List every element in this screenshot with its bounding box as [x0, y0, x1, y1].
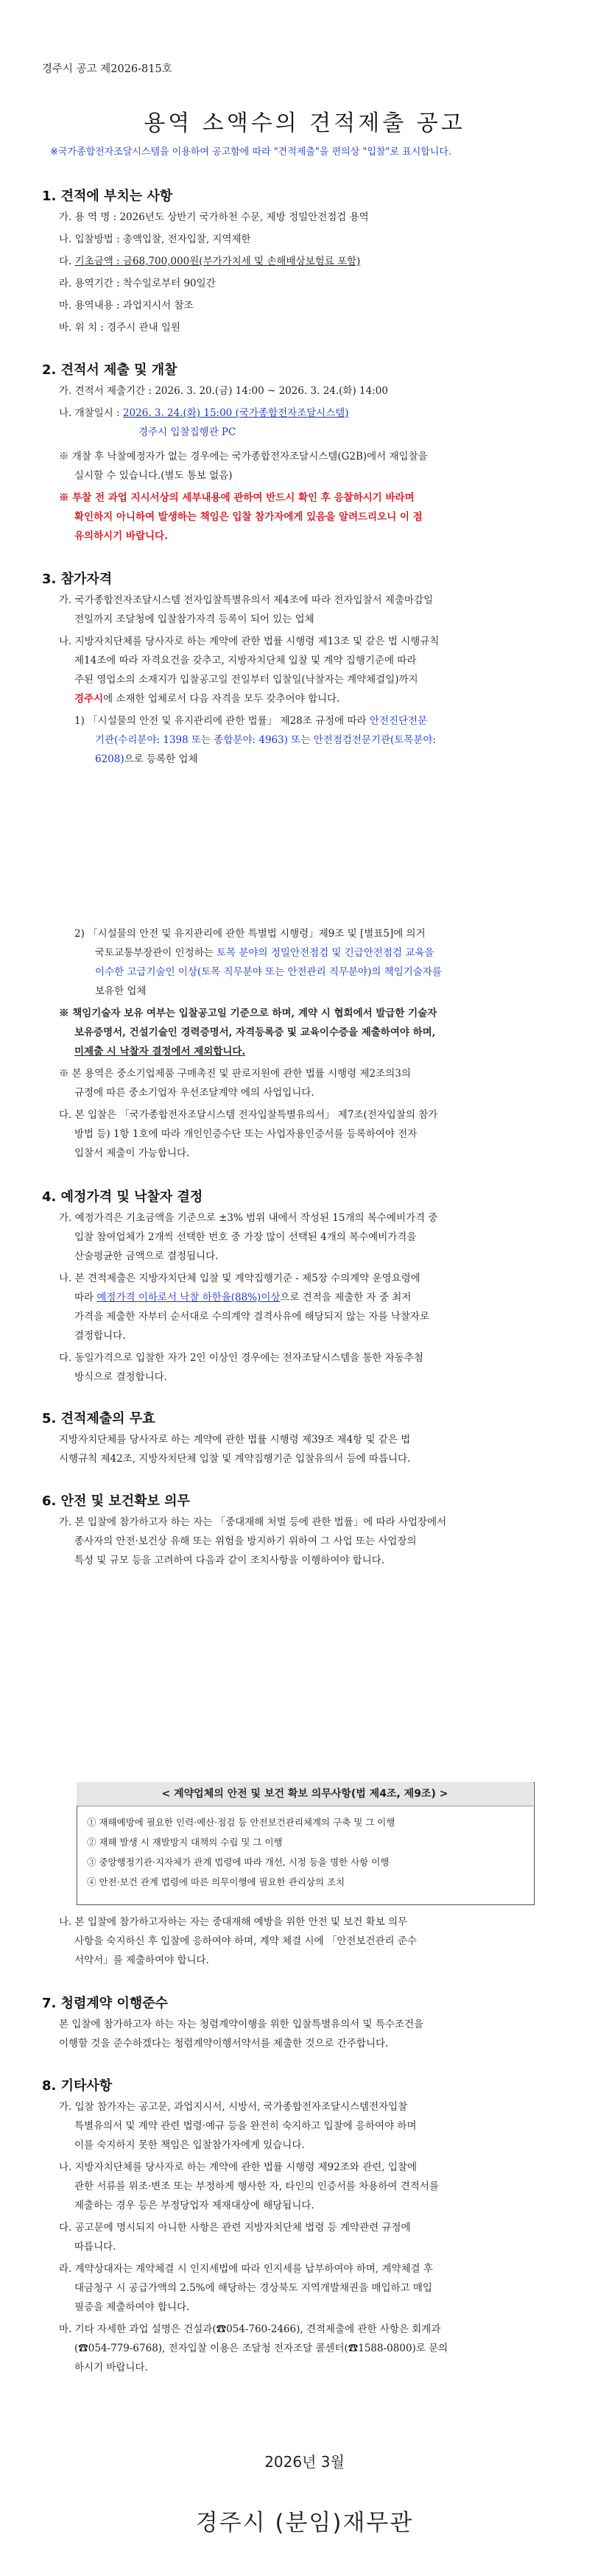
base-amount-text: 기초금액 : 금68,700,000원(부가가치세 및 손해배상보험료 포함): [74, 256, 361, 267]
s1-item-f: 바. 위 치 : 경주시 관내 일원: [59, 322, 180, 334]
s1-item-d: 라. 용역기간 : 착수일로부터 90일간: [59, 278, 216, 289]
s6-a-l3: 특성 및 규모 등을 고려하여 다음과 같이 조치사항을 이행하여야 합니다.: [74, 1555, 385, 1566]
s2-note1-l2: 실시할 수 있습니다.(별도 통보 없음): [74, 470, 233, 482]
notice-number: 경주시 공고 제2026-815호: [42, 63, 172, 75]
s5-l2: 시행규칙 제42조, 지방자치단체 입찰 및 계약집행기준 입찰유의서 등에 따릅니다.: [59, 1453, 411, 1465]
s3-c-l3: 입찰서 제출이 가능합니다.: [74, 1147, 190, 1159]
s3-note2-l2: 규정에 따른 중소기업자 우선조달계약 에의 사업입니다.: [74, 1087, 314, 1099]
section-8-heading: 8. 기타사항: [42, 2078, 113, 2094]
s8-a-l3: 이를 숙지하지 못한 책임은 입찰참가자에게 있습니다.: [74, 2139, 305, 2151]
s6-b-l2: 사항을 숙지하신 후 입찰에 응하여야 하며, 계약 체결 시에 「안전보건관리 준수: [74, 1935, 417, 1947]
subtitle-note: ※국가종합전자조달시스템을 이용하여 공고함에 따라 "견적제출"을 편의상 "입찰"로 표시합니다.: [50, 147, 452, 158]
s1-item-c: [59, 254, 360, 269]
s8-b-l1: 나. 지방자치단체를 당사자로 하는 계약에 관한 법률 시행령 제92조와 관련, 입찰에: [59, 2161, 417, 2173]
s3-b1-l1-text: 1) 「시설물의 안전 및 유지관리에 관한 법률」 제28조 규정에 따라: [74, 715, 370, 727]
s4-b-l3: 가격을 제출한 자부터 순서대로 수의계약 결격사유에 해당되지 않는 자를 낙찰자로: [74, 1311, 430, 1323]
s4-b-l4: 결정합니다.: [74, 1330, 126, 1342]
s3-b1-l3: [95, 752, 198, 767]
s2-note2-l2: 확인하지 아니하여 발생하는 책임은 입찰 참가자에게 있음을 알려드리오니 이 점: [74, 511, 423, 523]
s8-d-l2: 대금청구 시 공급가액의 2.5%에 해당하는 경상북도 지역개발채권을 매입하고 매입: [74, 2282, 432, 2294]
issuing-organization: 경주시 (분임)재무관: [195, 2510, 414, 2536]
s8-e-l2: (☎054-779-6768), 전자입찰 이용은 조달청 전자조달 콜센터(☎1588-0800)로 문의: [74, 2343, 448, 2354]
s1-item-a: 가. 용 역 명 : 2026년도 상반기 국가하천 수문, 제방 정밀안전점검 용역: [59, 211, 369, 223]
opening-location: 경주시 입찰집행관 PC: [138, 426, 236, 438]
section-2-heading: 2. 견적서 제출 및 개찰: [42, 362, 177, 378]
s3-b1-l1: [74, 714, 427, 728]
s3-b1-l3-text: 으로 등록한 업체: [124, 753, 198, 765]
s6-a-l2: 종사자의 안전·보건상 유해 또는 위험을 방지하기 위하여 그 사업 또는 사업장의: [74, 1535, 417, 1547]
s3-b2-l2-blue: 토목 분야의 정밀안전점검 및 긴급안전점검 교육을: [217, 947, 434, 959]
s2-note1-l1: ※ 개찰 후 낙찰예정자가 없는 경우에는 국가종합전자조달시스템(G2B)에서 재입찰을: [59, 451, 428, 462]
s3-b2-l1-b: 제9조 및 [별표5]에 의거: [318, 928, 426, 940]
s3-b1-l3-blue: 6208): [95, 753, 124, 765]
s3-note1-l1: ※ 책임기술자 보유 여부는 입찰공고일 기준으로 하며, 계약 시 협회에서 발급한 기술자: [59, 1007, 437, 1019]
s5-l1: 지방자치단체를 당사자로 하는 계약에 관한 법률 시행령 제39조 제4항 및 같은 법: [59, 1434, 411, 1446]
s4-c-l1: 다. 동일가격으로 입찰한 자가 2인 이상인 경우에는 전자조달시스템을 통한 자동추첨: [59, 1352, 423, 1364]
s8-c-l2: 따릅니다.: [74, 2241, 116, 2253]
section-6-heading: 6. 안전 및 보건확보 의무: [42, 1493, 190, 1509]
safety-item-3: ③ 중앙행정기관·지자체가 관계 법령에 따라 개선, 시정 등을 명한 사항 이행: [87, 1857, 390, 1868]
s4-b-l2-c: 으로 견적을 제출한 자 중 최저: [280, 1292, 412, 1303]
s3-b1-l1-blue: 안전진단전문: [369, 715, 428, 727]
s3-note1-l3: 미제출 시 낙찰자 결정에서 제외합니다.: [74, 1046, 246, 1058]
s8-d-l1: 라. 계약상대자는 계약체결 시 인지세법에 따라 인지세를 납부하여야 하며, 계약체결 후: [59, 2263, 433, 2275]
s8-d-l3: 필증을 제출하여야 합니다.: [74, 2301, 190, 2313]
s3-b2-l3: 이수한 고급기술인 이상(토목 직무분야 또는 안전관리 직무분야)의 책임기술자를: [95, 966, 442, 978]
s8-a-l2: 특별유의서 및 계약 관련 법령·예규 등을 완전히 숙지하고 입찰에 응하여야 하며: [74, 2120, 417, 2132]
s7-l2: 이행할 것을 준수하겠다는 청렴계약이행서약서를 제출한 것으로 간주합니다.: [59, 2038, 389, 2049]
s1-item-c-label: 다.: [59, 256, 75, 267]
s1-item-e: 마. 용역내용 : 과업지시서 참조: [59, 300, 194, 312]
s2-item-b: [59, 406, 349, 420]
s8-e-l3: 하시기 바랍니다.: [74, 2362, 148, 2373]
opening-datetime: 2026. 3. 24.(화) 15:00 (국가종합전자조달시스템): [122, 407, 349, 419]
safety-item-1: ① 재해예방에 필요한 인력·예산·점검 등 안전보건관리체계의 구축 및 그 이행: [87, 1817, 395, 1828]
s2-note2-l3: 유의하시기 바랍니다.: [74, 530, 168, 542]
safety-item-4: ④ 안전·보건 관계 법령에 따른 의무이행에 필요한 관리상의 조치: [87, 1876, 345, 1887]
s8-c-l1: 다. 공고문에 명시되지 아니한 사항은 관련 지방자치단체 법령 등 계약관련 규정에: [59, 2222, 411, 2234]
s6-b-l3: 서약서」를 제출하여야 합니다.: [74, 1954, 209, 1966]
s4-c-l2: 방식으로 결정합니다.: [74, 1371, 167, 1383]
s8-e-l1: 마. 기타 자세한 과업 설명은 건설과(☎054-760-2466), 견적제출에 관한 사항은 회계과: [59, 2323, 441, 2335]
s3-b-l4: [74, 691, 339, 706]
s4-a-l1: 가. 예정가격은 기초금액을 기준으로 ±3% 범위 내에서 작성된 15개의 복수예비가격 중: [59, 1212, 438, 1224]
s3-c-l2: 방법 등) 1항 1호에 따라 개인인증수단 또는 사업자용인증서를 등록하여야 전자: [74, 1128, 418, 1140]
s8-b-l3: 제출하는 경우 등은 부정당업자 제재대상에 해당됩니다.: [74, 2200, 314, 2211]
s4-b-l2-a: 따라: [74, 1292, 97, 1303]
s3-b2-l2: [95, 946, 434, 960]
section-1-heading: 1. 견적에 부치는 사항: [42, 189, 173, 204]
s3-a-l2: 전일까지 조달청에 입찰참가자격 등록이 되어 있는 업체: [74, 613, 314, 625]
region-gyeongju: 경주시: [74, 693, 104, 705]
s7-l1: 본 입찰에 참가하고자 하는 자는 청렴계약이행을 위한 입찰특별유의서 및 특수조건을: [59, 2019, 424, 2030]
s3-note2-l1: ※ 본 용역은 중소기업제품 구매촉진 및 판로지원에 관한 법률 시행령 제2조의3의: [59, 1068, 411, 1080]
s8-a-l1: 가. 입찰 참가자는 공고문, 과업지시서, 시방서, 국가종합전자조달시스템전자입찰: [59, 2101, 408, 2113]
s3-note1-l2: 보유증명서, 건설기술인 경력증명서, 자격등록증 및 교육이수증을 제출하여야 하며,: [74, 1027, 436, 1038]
s2-note2-l1: ※ 투찰 전 과업 지시서상의 세부내용에 관하여 반드시 확인 후 응찰하시기 바라며: [59, 492, 415, 504]
s4-a-l2: 입찰 참여업체가 2개씩 선택한 번호 중 가장 많이 선택된 4개의 복수예비가격을: [74, 1231, 417, 1243]
base-amount: [75, 256, 361, 267]
s3-c-l1: 다. 본 입찰은 「국가종합전자조달시스템 전자입찰특별유의서」 제7조(전자입찰의 참가: [59, 1109, 438, 1121]
section-4-heading: 4. 예정가격 및 낙찰자 결정: [42, 1189, 203, 1205]
s3-b2-l1: [74, 926, 426, 941]
section-3-heading: 3. 참가자격: [42, 571, 113, 587]
s8-b-l2: 관한 서류를 위조·변조 또는 부정하게 행사한 자, 타인의 인증서를 차용하여 견적서를: [74, 2181, 439, 2192]
s4-b-l2: [74, 1290, 411, 1305]
s3-b1-l2: 기관(수리분야: 1398 또는 종합분야: 4963) 또는 안전점검전문기관(토목분야:: [95, 734, 436, 746]
section-7-heading: 7. 청렴계약 이행준수: [42, 1996, 168, 2011]
page-title: 용역 소액수의 견적제출 공고: [144, 110, 465, 136]
safety-item-2: ② 재해 발생 시 재발방지 대책의 수립 및 그 이행: [87, 1837, 283, 1848]
s3-b-l2: 제14조에 따라 자격요건을 갖추고, 지방자치단체 입찰 및 계약 집행기준에 따라: [74, 655, 417, 666]
s6-a-l1: 가. 본 입찰에 참가하고자 하는 자는 「중대재해 처벌 등에 관한 법률」에 따라 사업장에서: [59, 1516, 447, 1528]
s3-b2-l2-a: 국토교통부장관이 인정하는: [95, 947, 217, 959]
s3-b-l1: 나. 지방자치단체를 당사자로 하는 계약에 관한 법률 시행령 제13조 및 같은 법 시행규칙: [59, 636, 440, 647]
s3-b-l3: 주된 영업소의 소재지가 입찰공고일 전일부터 입찰일(낙찰자는 계약체결일)까지: [74, 674, 418, 686]
s4-a-l3: 산술평균한 금액으로 결정됩니다.: [74, 1250, 219, 1262]
s3-b-l4-text: 에 소재한 업체로서 다음 자격을 모두 갖추어야 합니다.: [103, 693, 340, 705]
s3-b2-l1-a: 2) 「시설물의 안전 및 유지관리에 관한 특별법 시행령」: [74, 928, 319, 940]
s4-b-l1: 나. 본 견적제출은 지방자치단체 입찰 및 계약집행기준 - 제5장 수의계약 운영요령에: [59, 1273, 420, 1284]
section-5-heading: 5. 견적제출의 무효: [42, 1411, 155, 1426]
s3-b2-l4: 보유한 업체: [95, 985, 147, 997]
s1-item-b: 나. 입찰방법 : 총액입찰, 전자입찰, 지역제한: [59, 233, 251, 245]
notice-date: 2026년 3월: [264, 2453, 345, 2471]
safety-box-title: < 계약업체의 안전 및 보건 확보 의무사항(법 제4조, 제9조) >: [77, 1782, 533, 1806]
s2-item-a: 가. 견적서 제출기간 : 2026. 3. 20.(금) 14:00 ~ 2026. 3. 24.(화) 14:00: [59, 385, 388, 397]
s2-item-b-label: 나. 개찰일시 :: [59, 407, 123, 419]
s6-b-l1: 나. 본 입찰에 참가하고자하는 자는 중대재해 예방을 위한 안전 및 보건 확보 의무: [59, 1916, 408, 1928]
s3-a-l1: 가. 국가종합전자조달시스템 전자입찰특별유의서 제4조에 따라 전자입찰서 제출마감일: [59, 594, 434, 606]
lower-limit-rate: 예정가격 이하로서 낙찰 하한율(88%)이상: [96, 1292, 281, 1303]
